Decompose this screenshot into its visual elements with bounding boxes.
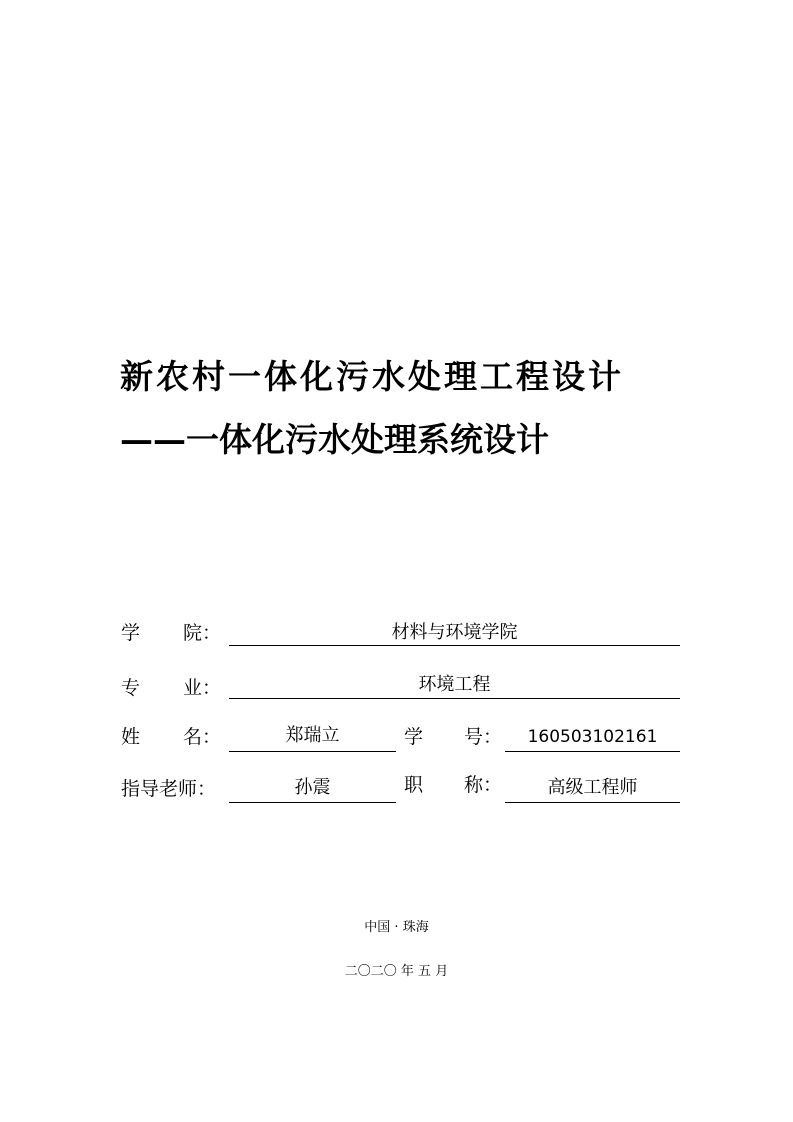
college-underline xyxy=(229,645,680,646)
student-name-value: 郑瑞立 xyxy=(285,725,340,746)
date-text: 二〇二〇 年 五 月 xyxy=(344,964,449,979)
student-id-underline xyxy=(505,751,680,752)
location-text: 中国 · 珠海 xyxy=(364,920,429,935)
college-value: 材料与环境学院 xyxy=(391,622,518,643)
major-label-char-1: 专 xyxy=(121,677,141,699)
major-value: 环境工程 xyxy=(418,674,491,695)
college-label-char-1: 学 xyxy=(121,622,141,644)
advisor-label: 指导老师： xyxy=(121,778,217,800)
advisor-value: 孙震 xyxy=(294,777,331,798)
position-underline xyxy=(505,802,680,803)
thesis-title-line-2: ——一体化污水处理系统设计 xyxy=(120,420,549,459)
name-label-char-2: 名： xyxy=(183,726,222,748)
major-underline xyxy=(229,698,680,699)
major-label-char-2: 业： xyxy=(183,677,222,699)
student-id-label-char-2: 号： xyxy=(464,726,503,748)
thesis-title-line-1: 新农村一体化污水处理工程设计 xyxy=(120,357,624,396)
position-value: 高级工程师 xyxy=(547,777,638,798)
student-name-underline xyxy=(229,751,396,752)
student-id-label-char-1: 学 xyxy=(404,726,424,748)
advisor-underline xyxy=(229,802,396,803)
position-label-char-2: 称： xyxy=(464,774,503,796)
college-label-char-2: 院： xyxy=(183,622,222,644)
student-id-value: 160503102161 xyxy=(527,727,658,747)
name-label-char-1: 姓 xyxy=(121,726,141,748)
position-label-char-1: 职 xyxy=(404,774,424,796)
